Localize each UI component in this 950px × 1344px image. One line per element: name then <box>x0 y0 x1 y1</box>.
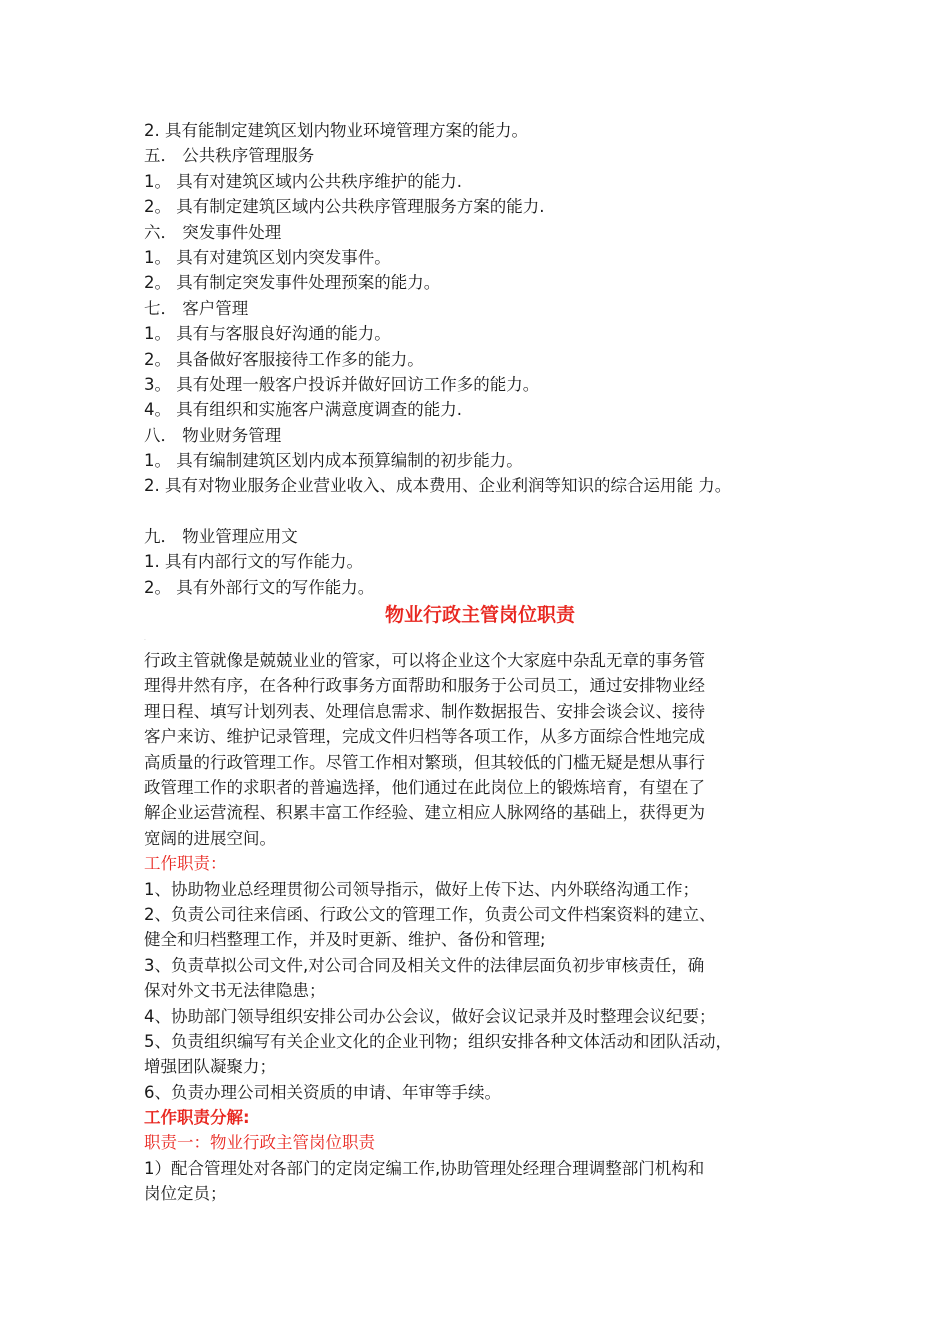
duty-line: 4、协助部门领导组织安排公司办公会议，做好会议记录并及时整理会议纪要； <box>144 1006 716 1026</box>
paragraph-line: 行政主管就像是兢兢业业的管家，可以将企业这个大家庭中杂乱无章的事务管 <box>144 651 705 671</box>
text-line: 2。 具有制定突发事件处理预案的能力。 <box>144 273 441 293</box>
text-line: 九． 物业管理应用文 <box>144 526 298 546</box>
text-line: 七． 客户管理 <box>144 298 249 318</box>
paragraph-line: 客户来访、维护记录管理，完成文件归档等各项工作，从多方面综合性地完成 <box>144 727 705 747</box>
text-line: 八． 物业财务管理 <box>144 425 282 445</box>
duty-one-heading: 职责一：物业行政主管岗位职责 <box>144 1133 375 1153</box>
paragraph-line: 宽阔的进展空间。 <box>144 828 276 848</box>
paragraph-line: 理得井然有序，在各种行政事务方面帮助和服务于公司员工，通过安排物业经 <box>144 676 705 696</box>
text-line: 2。 具备做好客服接待工作多的能力。 <box>144 349 424 369</box>
text-line: 3。 具有处理一般客户投诉并做好回访工作多的能力。 <box>144 374 540 394</box>
duty-line: 增强团队凝聚力； <box>144 1057 276 1077</box>
spacer-mark: . <box>144 635 146 643</box>
duties-list <box>144 877 824 1106</box>
duty-line: 6、负责办理公司相关资质的申请、年审等手续。 <box>144 1082 501 1102</box>
duty-line: 3、负责草拟公司文件,对公司合同及相关文件的法律层面负初步审核责任，确 <box>144 955 705 975</box>
spacer <box>144 499 824 524</box>
ability-list <box>144 118 824 499</box>
document-page <box>144 118 824 1207</box>
intro-paragraph <box>144 648 824 851</box>
paragraph-line: 解企业运营流程、积累丰富工作经验、建立相应人脉网络的基础上，获得更为 <box>144 803 705 823</box>
duty-line: 1）配合管理处对各部门的定岗定编工作,协助管理处经理合理调整部门机构和 <box>144 1158 705 1178</box>
paragraph-line: 理日程、填写计划列表、处理信息需求、制作数据报告、安排会谈会议、接待 <box>144 701 705 721</box>
paragraph-line: 政管理工作的求职者的普遍选择，他们通过在此岗位上的锻炼培育，有望在了 <box>144 777 705 797</box>
text-line: 2。 具有外部行文的写作能力。 <box>144 577 375 597</box>
duty-line: 岗位定员； <box>144 1184 227 1204</box>
section-nine <box>144 524 824 600</box>
duty-line: 健全和归档整理工作，并及时更新、维护、备份和管理; <box>144 930 546 950</box>
duties-heading: 工作职责： <box>144 854 227 874</box>
document-title: 物业行政主管岗位职责 <box>384 604 575 627</box>
duty-line: 保对外文书无法律隐患； <box>144 981 326 1001</box>
text-line: 1。 具有对建筑区划内突发事件。 <box>144 247 391 267</box>
duty-line: 5、负责组织编写有关企业文化的企业刊物；组织安排各种文体活动和团队活动， <box>144 1031 732 1051</box>
text-line: 1. 具有内部行文的写作能力。 <box>144 552 363 572</box>
text-line: 2。 具有制定建筑区域内公共秩序管理服务方案的能力. <box>144 197 545 217</box>
text-line: 1。 具有编制建筑区划内成本预算编制的初步能力。 <box>144 451 523 471</box>
duty-one-text <box>144 1156 824 1207</box>
paragraph-line: 高质量的行政管理工作。尽管工作相对繁琐，但其较低的门槛无疑是想从事行 <box>144 752 705 772</box>
duty-line: 2、负责公司往来信函、行政公文的管理工作，负责公司文件档案资料的建立、 <box>144 904 716 924</box>
text-line: 4。 具有组织和实施客户满意度调查的能力. <box>144 400 462 420</box>
text-line: 2. 具有对物业服务企业营业收入、成本费用、企业利润等知识的综合运用能 力。 <box>144 476 732 496</box>
text-line: 1。 具有对建筑区域内公共秩序维护的能力. <box>144 171 462 191</box>
text-line: 五． 公共秩序管理服务 <box>144 146 315 166</box>
breakdown-heading: 工作职责分解: <box>144 1108 250 1128</box>
text-line: 1。 具有与客服良好沟通的能力。 <box>144 324 391 344</box>
text-line: 2. 具有能制定建筑区划内物业环境管理方案的能力。 <box>144 121 528 140</box>
duty-line: 1、协助物业总经理贯彻公司领导指示，做好上传下达、内外联络沟通工作； <box>144 879 699 899</box>
text-line: 六． 突发事件处理 <box>144 222 282 242</box>
